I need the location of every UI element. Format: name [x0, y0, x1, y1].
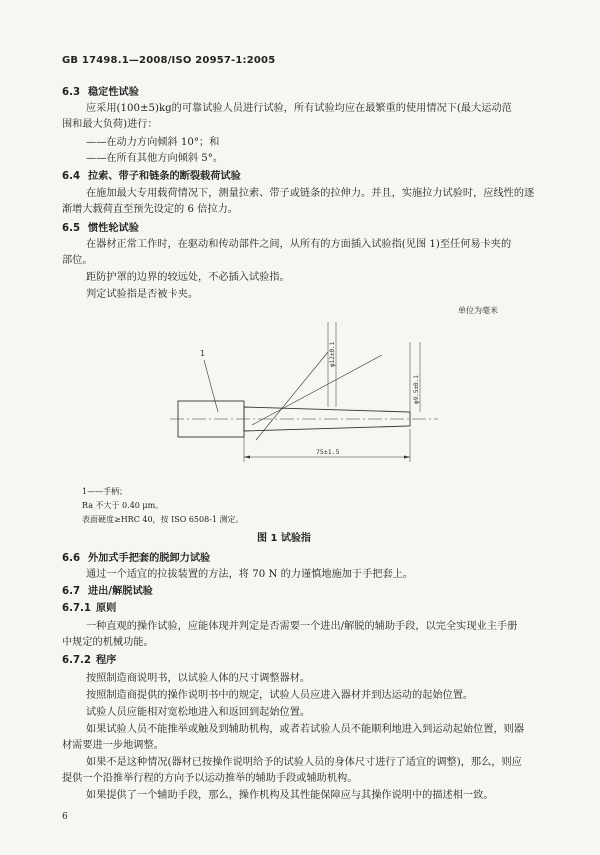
paragraph: 试验人员应能相对宽松地进入和返回到起始位置。	[86, 707, 311, 718]
unit-note: 单位为毫米	[458, 306, 498, 315]
paragraph-continued: 中规定的机械功能。	[62, 637, 154, 648]
section-title: 外加式手把套的脱卸力试验	[88, 553, 211, 564]
paragraph-continued: 部位。	[62, 255, 93, 266]
section-heading-6-3	[62, 86, 139, 99]
section-heading-6-6	[62, 552, 210, 565]
paragraph: 如果提供了一个辅助手段，那么，操作机构及其性能保障应与其操作说明中的描述相一致。	[86, 790, 494, 801]
section-number: 6.4	[62, 171, 81, 182]
subsection-title: 原则	[96, 603, 117, 614]
paragraph: 按照制造商提供的操作说明书中的规定，试验人员应进入器材并到达运动的起始位置。	[86, 690, 474, 701]
section-number: 6.3	[62, 87, 81, 98]
paragraph: 按照制造商说明书，以试验人体的尺寸调整器材。	[86, 673, 311, 684]
list-item: ——在动力方向倾斜 10°；和	[86, 137, 220, 148]
section-heading-6-5	[62, 222, 139, 235]
subsection-title: 程序	[96, 655, 117, 666]
paragraph-continued: 围和最大负荷)进行：	[62, 119, 158, 130]
section-title: 稳定性试验	[88, 87, 139, 98]
subsection-heading-6-7-1	[62, 602, 116, 615]
callout-leader	[204, 360, 218, 412]
subsection-number: 6.7.2	[62, 655, 92, 666]
paragraph: 如果试验人员不能推举或触及到辅助机构，或者若试验人员不能顺利地进入到运动起始位置，则器	[86, 724, 525, 735]
paragraph-continued: 渐增大载荷直至预先设定的 6 倍拉力。	[62, 204, 238, 215]
paragraph: 一种直观的操作试验，应能体现并判定是否需要一个进出/解脱的辅助手段，以完全实现业主手册	[86, 621, 518, 632]
paragraph-continued: 材需要进一步地调整。	[62, 740, 164, 751]
page-number: 6	[62, 812, 68, 822]
subsection-heading-6-7-2	[62, 654, 116, 667]
paragraph: 通过一个适宜的拉拔装置的方法，将 70 N 的力谨慎地施加于手把套上。	[86, 569, 414, 580]
paragraph: 应采用(100±5)kg的可靠试验人员进行试验，所有试验均应在最繁重的使用情况下(最大运动范	[86, 103, 512, 114]
paragraph: 在施加最大专用载荷情况下，测量拉索、带子或链条的拉伸力。并且，实施拉力试验时，应线性的逐	[86, 188, 535, 199]
callout-number: 1	[200, 349, 205, 358]
test-finger-drawing	[160, 312, 460, 472]
paragraph: 距防护罩的边界的较远处，不必插入试验指。	[86, 272, 290, 283]
section-line	[256, 352, 328, 440]
section-heading-6-7	[62, 585, 153, 598]
section-number: 6.7	[62, 586, 81, 597]
section-number: 6.6	[62, 553, 81, 564]
paragraph: 判定试验指是否被卡夹。	[86, 289, 199, 300]
figure-legend: 1——手柄；	[82, 487, 128, 496]
paragraph-continued: 提供一个沿推举行程的方向予以运动推举的辅助手段或辅助机构。	[62, 773, 358, 784]
diameter-right-label: φ9.5±0.1	[413, 375, 420, 404]
figure-legend: Ra 不大于 0.40 μm。	[82, 501, 164, 510]
figure-caption: 图 1 试验指	[257, 533, 311, 544]
section-heading-6-4	[62, 170, 241, 183]
running-header: GB 17498.1—2008/ISO 20957-1:2005	[62, 55, 276, 66]
length-label: 75±1.5	[316, 448, 340, 456]
paragraph: 在器材正常工作时，在驱动和传动部件之间，从所有的方面插入试验指(见图 1)至任何易卡夹的	[86, 239, 512, 250]
subsection-number: 6.7.1	[62, 603, 92, 614]
diameter-top-label: φ12±0.1	[329, 341, 336, 367]
figure-legend: 表面硬度≥HRC 40，按 ISO 6508-1 测定。	[82, 515, 244, 524]
section-number: 6.5	[62, 223, 81, 234]
list-item: ——在所有其他方向倾斜 5°。	[86, 153, 224, 164]
section-title: 惯性轮试验	[88, 223, 139, 234]
section-title: 拉索、带子和链条的断裂载荷试验	[88, 171, 241, 182]
section-title: 进出/解脱试验	[88, 586, 153, 597]
paragraph: 如果不是这种情况(器材已按操作说明给予的试验人员的身体尺寸进行了适宜的调整)，那么，则应	[86, 757, 522, 768]
